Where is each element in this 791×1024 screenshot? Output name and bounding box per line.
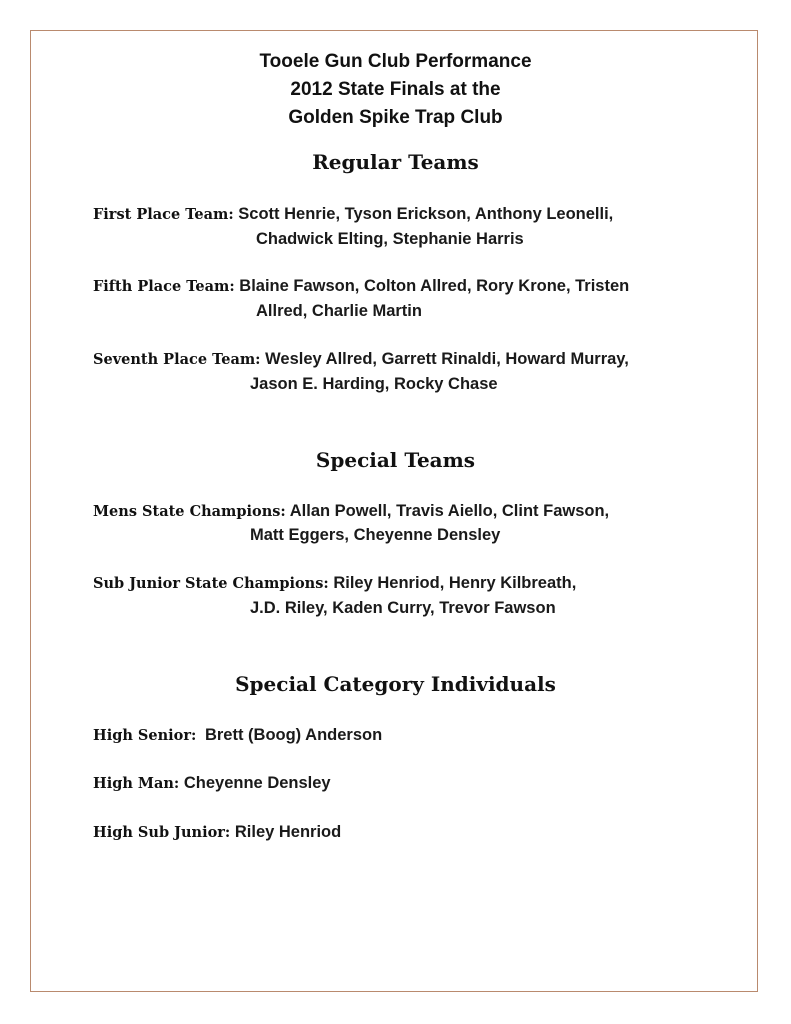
subjunior-champions-names-line2: J.D. Riley, Kaden Curry, Trevor Fawson — [250, 599, 556, 617]
individuals-heading: Special Category Individuals — [235, 672, 556, 696]
special-teams-heading: Special Teams — [315, 448, 476, 472]
regular-teams-heading: Regular Teams — [312, 150, 479, 174]
mens-champions-label: Mens State Champions: — [93, 503, 286, 520]
high-senior-entry — [93, 723, 382, 748]
high-sub-junior-entry — [93, 820, 341, 845]
high-senior-label: High Senior: — [93, 727, 197, 744]
mens-champions-entry — [93, 499, 609, 524]
title-line-1: Tooele Gun Club Performance — [259, 51, 532, 72]
title-line-2: 2012 State Finals at the — [290, 79, 501, 100]
fifth-place-names-line1: Blaine Fawson, Colton Allred, Rory Krone, Tristen — [239, 277, 630, 295]
mens-champions-names-line2: Matt Eggers, Cheyenne Densley — [250, 526, 501, 544]
first-place-label: First Place Team: — [93, 206, 234, 223]
high-senior-value: Brett (Boog) Anderson — [204, 726, 383, 744]
fifth-place-label: Fifth Place Team: — [93, 278, 235, 295]
subjunior-champions-label: Sub Junior State Champions: — [93, 575, 329, 592]
mens-champions-names-line1: Allan Powell, Travis Aiello, Clint Fawson, — [289, 502, 610, 520]
fifth-place-entry — [93, 274, 629, 299]
high-man-entry — [93, 771, 331, 796]
subjunior-champions-names-line1: Riley Henriod, Henry Kilbreath, — [333, 574, 577, 592]
first-place-names-line2: Chadwick Elting, Stephanie Harris — [256, 230, 524, 248]
high-sub-junior-label: High Sub Junior: — [93, 824, 231, 841]
high-man-label: High Man: — [93, 775, 180, 792]
title-line-3: Golden Spike Trap Club — [288, 107, 503, 128]
seventh-place-entry — [93, 347, 629, 372]
fifth-place-names-line2: Allred, Charlie Martin — [256, 302, 422, 320]
seventh-place-names-line2: Jason E. Harding, Rocky Chase — [250, 375, 498, 393]
first-place-names-line1: Scott Henrie, Tyson Erickson, Anthony Leonelli, — [238, 205, 614, 223]
subjunior-champions-entry — [93, 571, 576, 596]
high-sub-junior-value: Riley Henriod — [234, 823, 342, 841]
seventh-place-label: Seventh Place Team: — [93, 351, 261, 368]
high-man-value: Cheyenne Densley — [183, 774, 331, 792]
first-place-entry — [93, 202, 613, 227]
seventh-place-names-line1: Wesley Allred, Garrett Rinaldi, Howard Murray, — [265, 350, 629, 368]
